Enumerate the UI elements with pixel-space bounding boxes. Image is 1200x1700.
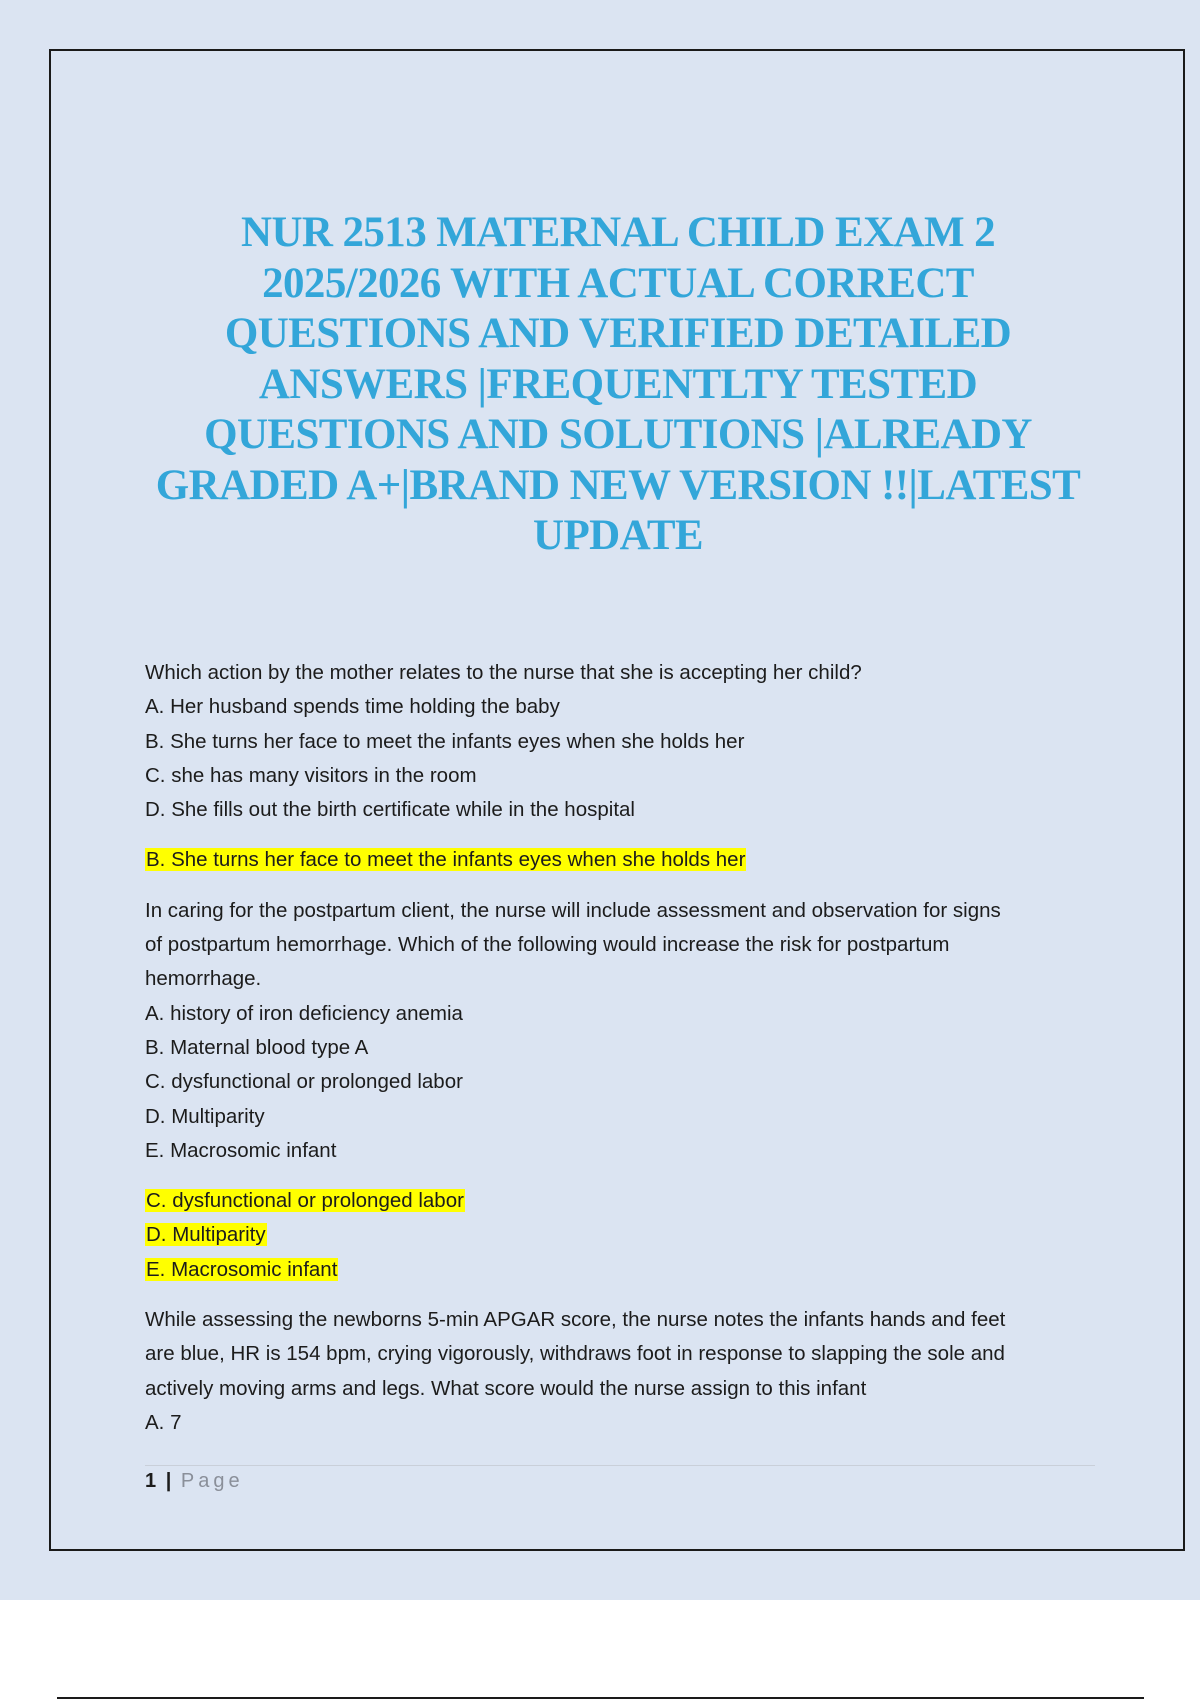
page-number: 1 [145, 1470, 157, 1492]
title-line: 2025/2026 WITH ACTUAL CORRECT [262, 259, 974, 307]
page-footer [145, 1470, 244, 1493]
answer-option: B. Maternal blood type A [145, 1035, 369, 1059]
question-text: In caring for the postpartum client, the nurse will include assessment and observation for signs [145, 898, 1001, 922]
title-line: GRADED A+|BRAND NEW VERSION !!|LATEST [155, 461, 1081, 509]
question-block [145, 894, 1095, 1168]
answer-option: E. Macrosomic infant [145, 1138, 337, 1162]
highlighted-answer: B. She turns her face to meet the infants eyes when she holds her [146, 848, 746, 872]
answer-option: A. history of iron deficiency anemia [145, 1001, 463, 1025]
correct-answers [145, 1184, 1095, 1287]
question-block [145, 1303, 1095, 1440]
question-text: While assessing the newborns 5-min APGAR score, the nurse notes the infants hands and feet [145, 1308, 1006, 1332]
answer-option: D. Multiparity [145, 1104, 265, 1128]
correct-answers [145, 843, 1095, 877]
question-text: of postpartum hemorrhage. Which of the following would increase the risk for postpartum [145, 933, 950, 957]
answer-option: B. She turns her face to meet the infants eyes when she holds her [145, 729, 745, 753]
highlighted-answer: E. Macrosomic infant [146, 1257, 338, 1281]
footer-separator: | [165, 1470, 172, 1492]
answer-option: D. She fills out the birth certificate while in the hospital [145, 798, 635, 822]
question-content [145, 656, 1095, 1440]
title-line: QUESTIONS AND SOLUTIONS |ALREADY [204, 411, 1032, 458]
answer-option: C. dysfunctional or prolonged labor [145, 1070, 463, 1094]
title-line: UPDATE [533, 512, 703, 559]
question-text: are blue, HR is 154 bpm, crying vigorously, withdraws foot in response to slapping the sole and [145, 1342, 1005, 1366]
title-line: QUESTIONS AND VERIFIED DETAILED [224, 310, 1012, 357]
question-text: actively moving arms and legs. What score would the nurse assign to this infant [145, 1376, 867, 1400]
question-text: hemorrhage. [145, 967, 262, 991]
page-label: Page [180, 1470, 244, 1492]
question-block [145, 656, 1095, 827]
highlighted-answer: D. Multiparity [146, 1223, 266, 1247]
answer-option: A. 7 [145, 1410, 182, 1434]
highlighted-answer: C. dysfunctional or prolonged labor [146, 1189, 464, 1213]
title-line: ANSWERS |FREQUENTLTY TESTED [258, 360, 978, 408]
next-page-divider [57, 1697, 1144, 1699]
title-line: NUR 2513 MATERNAL CHILD EXAM 2 [240, 209, 996, 256]
footer-divider [145, 1465, 1095, 1466]
answer-option: C. she has many visitors in the room [145, 763, 477, 787]
answer-option: A. Her husband spends time holding the baby [145, 695, 560, 719]
document-title [120, 208, 1116, 562]
question-text: Which action by the mother relates to the nurse that she is accepting her child? [145, 661, 862, 684]
